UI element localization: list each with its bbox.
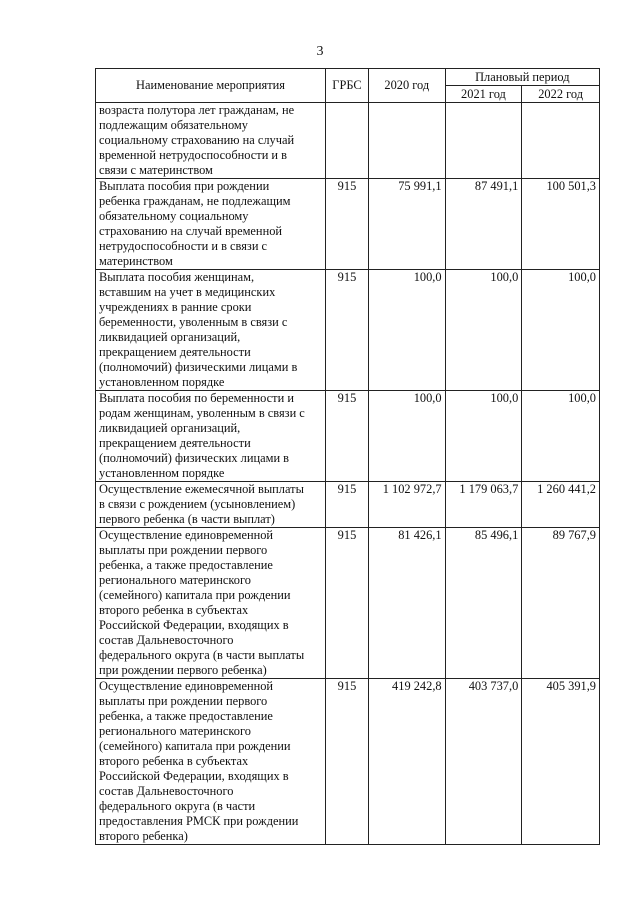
row-grbs: 915 bbox=[326, 179, 369, 270]
row-2020 bbox=[368, 103, 445, 179]
row-2022: 89 767,9 bbox=[522, 528, 600, 679]
table-row bbox=[96, 528, 600, 679]
row-2022: 405 391,9 bbox=[522, 679, 600, 845]
row-grbs: 915 bbox=[326, 679, 369, 845]
table-row bbox=[96, 179, 600, 270]
row-grbs: 915 bbox=[326, 270, 369, 391]
row-name: Выплата пособия женщинам, вставшим на учет в медицинских учреждениях в ранние сроки беременности, уволенным в связи с ликвидацией организаций, прекращением деятельности (полномочий) физическими лицами в установленном порядке bbox=[99, 270, 298, 389]
row-name: возраста полутора лет гражданам, не подлежащим обязательному социальному страхованию на случай временной нетрудоспособности и в связи с материнством bbox=[99, 103, 295, 177]
row-2022: 100,0 bbox=[522, 270, 600, 391]
row-2022 bbox=[522, 103, 600, 179]
row-2021: 87 491,1 bbox=[445, 179, 522, 270]
header-planned-period: Плановый период bbox=[445, 69, 599, 86]
row-name: Осуществление единовременной выплаты при рождении первого ребенка, а также предоставление регионального материнского (семейного) капитала при рождении второго ребенка в субъектах Российской Федерации, входящих в состав Дальневосточного федерального округа (в части выплаты при рождении первого ребенка) bbox=[99, 528, 305, 677]
row-2022: 100 501,3 bbox=[522, 179, 600, 270]
row-name: Осуществление ежемесячной выплаты в связи с рождением (усыновлением) первого ребенка (в части выплат) bbox=[99, 482, 304, 526]
row-2022: 1 260 441,2 bbox=[522, 482, 600, 528]
row-name: Выплата пособия при рождении ребенка гражданам, не подлежащим обязательному социальному страхованию на случай временной нетрудоспособности и в связи с материнством bbox=[99, 179, 291, 268]
row-name: Выплата пособия по беременности и родам женщинам, уволенным в связи с ликвидацией организаций, прекращением деятельности (полномочий) физических лицами в установленном порядке bbox=[99, 391, 305, 480]
row-grbs bbox=[326, 103, 369, 179]
row-2020: 81 426,1 bbox=[368, 528, 445, 679]
row-grbs: 915 bbox=[326, 528, 369, 679]
page-number: 3 bbox=[316, 44, 324, 59]
row-2020: 100,0 bbox=[368, 391, 445, 482]
table-row bbox=[96, 270, 600, 391]
header-name: Наименование мероприятия bbox=[96, 69, 326, 103]
table-row bbox=[96, 391, 600, 482]
header-2021: 2021 год bbox=[445, 86, 522, 103]
row-name: Осуществление единовременной выплаты при рождении первого ребенка, а также предоставление регионального материнского (семейного) капитала при рождении второго ребенка в субъектах Российской Федерации, входящих в состав Дальневосточного федерального округа (в части предоставления РМСК при рождении второго ребенка) bbox=[99, 679, 299, 843]
row-2021: 403 737,0 bbox=[445, 679, 522, 845]
row-2020: 419 242,8 bbox=[368, 679, 445, 845]
row-2021: 100,0 bbox=[445, 270, 522, 391]
row-2021: 100,0 bbox=[445, 391, 522, 482]
budget-table bbox=[95, 68, 600, 845]
header-grbs: ГРБС bbox=[326, 69, 369, 103]
table-row bbox=[96, 679, 600, 845]
table-row bbox=[96, 103, 600, 179]
row-2021: 85 496,1 bbox=[445, 528, 522, 679]
header-2020: 2020 год bbox=[368, 69, 445, 103]
row-2021 bbox=[445, 103, 522, 179]
row-grbs: 915 bbox=[326, 482, 369, 528]
row-2020: 100,0 bbox=[368, 270, 445, 391]
header-2022: 2022 год bbox=[522, 86, 600, 103]
row-grbs: 915 bbox=[326, 391, 369, 482]
row-2021: 1 179 063,7 bbox=[445, 482, 522, 528]
table-row bbox=[96, 482, 600, 528]
row-2022: 100,0 bbox=[522, 391, 600, 482]
row-2020: 1 102 972,7 bbox=[368, 482, 445, 528]
row-2020: 75 991,1 bbox=[368, 179, 445, 270]
